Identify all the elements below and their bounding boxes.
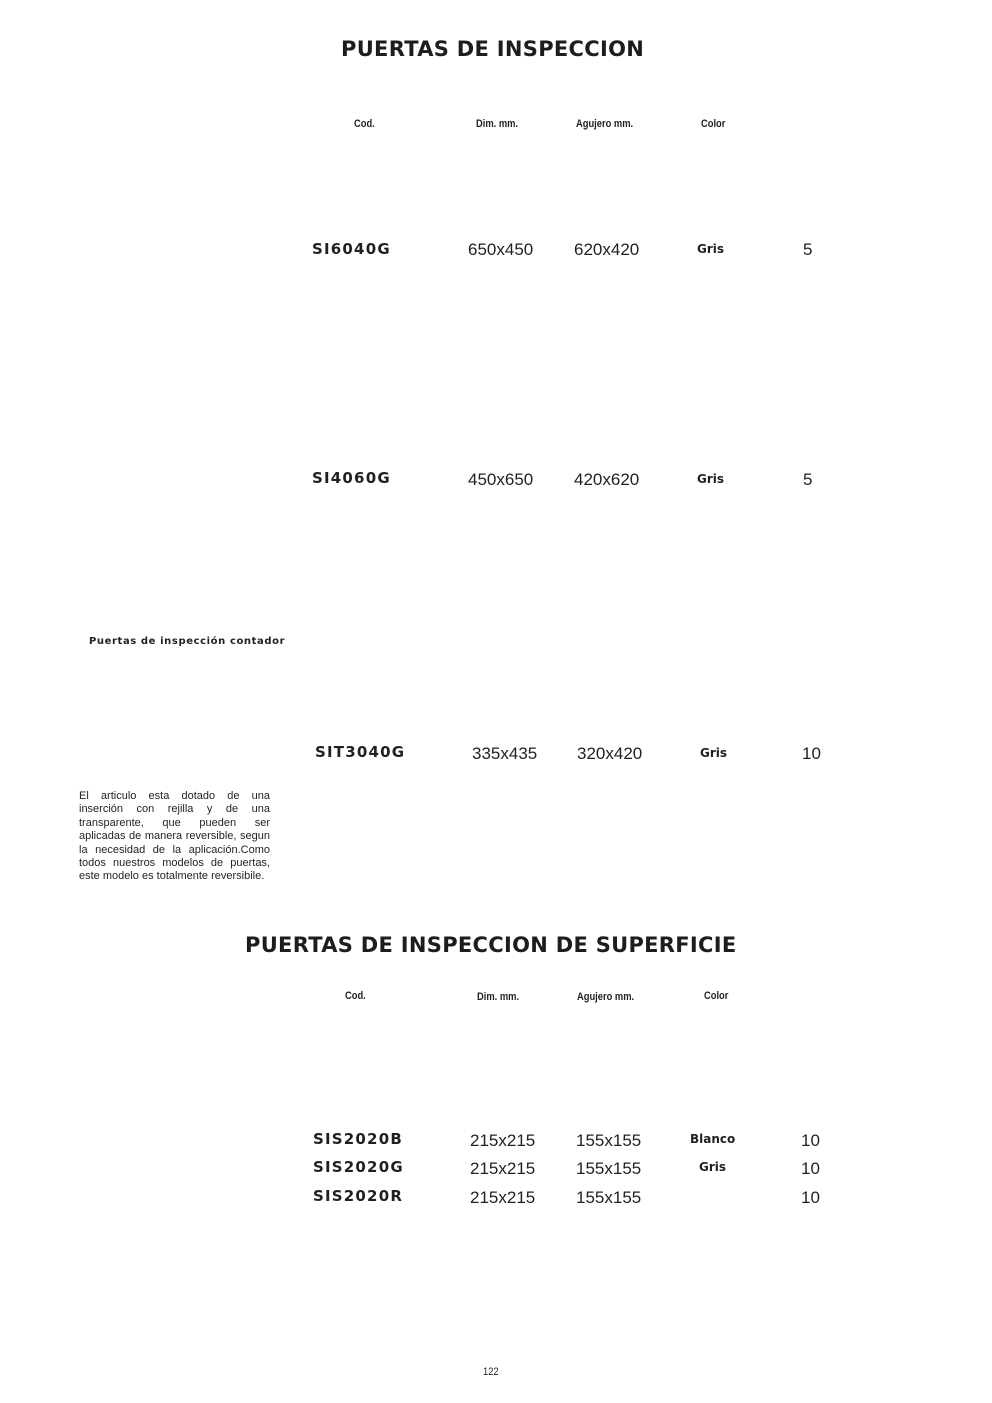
product-dimensions: 215x215 <box>470 1131 536 1150</box>
product-quantity: 10 <box>802 744 821 763</box>
column-header-hole: Agujero mm. <box>577 991 635 1003</box>
column-header-dim: Dim. mm. <box>476 118 519 130</box>
product-dimensions: 215x215 <box>470 1159 536 1178</box>
page-number: 122 <box>483 1366 499 1378</box>
product-hole: 155x155 <box>576 1159 642 1178</box>
product-hole: 155x155 <box>576 1131 642 1150</box>
column-header-cod: Cod. <box>345 990 366 1002</box>
section-title: PUERTAS DE INSPECCION <box>341 37 645 61</box>
product-description: El articulo esta dotado de una inserción con rejilla y de una transparente, que pueden ser aplicadas de manera reversible, segun la necesidad de la aplicación.Como todos nuestros modelos de puertas, este modelo es totalmente reversibile. <box>79 790 270 883</box>
product-dimensions: 650x450 <box>468 240 534 259</box>
product-dimensions: 335x435 <box>472 744 538 763</box>
product-caption: Puertas de inspección contador <box>89 636 286 647</box>
product-quantity: 5 <box>803 240 813 259</box>
section-title: PUERTAS DE INSPECCION DE SUPERFICIE <box>245 933 737 957</box>
column-header-color: Color <box>701 118 726 130</box>
product-code: SI4060G <box>312 469 391 487</box>
product-hole: 620x420 <box>574 240 640 259</box>
product-hole: 320x420 <box>577 744 643 763</box>
column-header-cod: Cod. <box>354 118 375 130</box>
product-dimensions: 215x215 <box>470 1188 536 1207</box>
column-header-color: Color <box>704 990 729 1002</box>
product-color: Gris <box>697 242 725 256</box>
product-quantity: 10 <box>801 1159 820 1178</box>
product-dimensions: 450x650 <box>468 470 534 489</box>
product-color: Gris <box>697 472 725 486</box>
product-quantity: 10 <box>801 1188 820 1207</box>
product-color: Gris <box>699 1160 727 1174</box>
product-code: SI6040G <box>312 240 391 258</box>
product-color: Blanco <box>690 1132 736 1146</box>
product-color: Gris <box>700 746 728 760</box>
product-hole: 155x155 <box>576 1188 642 1207</box>
column-header-dim: Dim. mm. <box>477 991 520 1003</box>
product-code: SIT3040G <box>315 743 406 761</box>
column-header-hole: Agujero mm. <box>576 118 634 130</box>
product-hole: 420x620 <box>574 470 640 489</box>
product-code: SIS2020R <box>313 1187 404 1205</box>
product-code: SIS2020B <box>313 1130 403 1148</box>
product-quantity: 5 <box>803 470 813 489</box>
product-quantity: 10 <box>801 1131 820 1150</box>
product-code: SIS2020G <box>313 1158 404 1176</box>
